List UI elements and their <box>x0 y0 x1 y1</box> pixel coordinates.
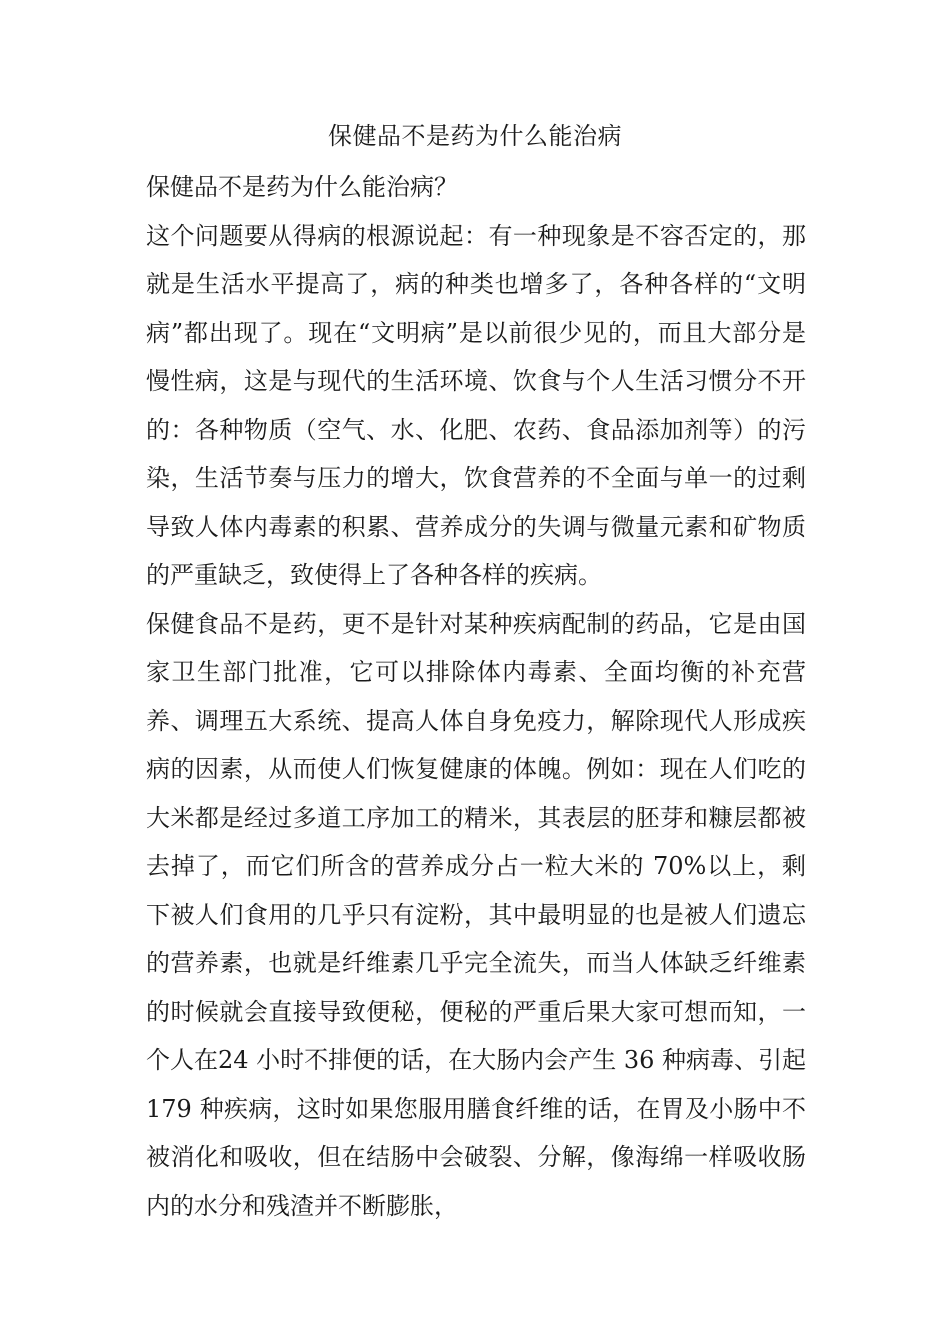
paragraph-question: 保健品不是药为什么能治病？ <box>146 173 458 201</box>
document-title: 保健品不是药为什么能治病 <box>328 122 622 150</box>
document-body <box>146 163 806 1230</box>
paragraph-cause: 这个问题要从得病的根源说起：有一种现象是不容否定的，那就是生活水平提高了，病的种类也增多了，各种各样的“文明病”都出现了。现在“文明病”是以前很少见的，而且大部分是慢性病，这是与现代的生活环境、饮食与个人生活习惯分不开的：各种物质（空气、水、化肥、农药、食品添加剂等）的污染，生活节奏与压力的增大，饮食营养的不全面与单一的过剩导致人体内毒素的积累、营养成分的失调与微量元素和矿物质的严重缺乏，致使得上了各种各样的疾病。 <box>146 221 806 589</box>
paragraph-health-food: 保健食品不是药，更不是针对某种疾病配制的药品，它是由国家卫生部门批准，它可以排除体内毒素、全面均衡的补充营养、调理五大系统、提高人体自身免疫力，解除现代人形成疾病的因素，从而使人们恢复健康的体魄。例如：现在人们吃的大米都是经过多道工序加工的精米，其表层的胚芽和糠层都被去掉了，而它们所含的营养成分占一粒大米的 70%以上，剩下被人们食用的几乎只有淀粉，其中最明显的也是被人们遗忘的营养素，也就是纤维素几乎完全流失，而当人体缺乏纤维素的时候就会直接导致便秘，便秘的严重后果大家可想而知，一个人在24 小时不排便的话，在大肠内会产生 36 种病毒、引起 179 种疾病，这时如果您服用膳食纤维的话，在胃及小肠中不被消化和吸收，但在结肠中会破裂、分解，像海绵一样吸收肠内的水分和残渣并不断膨胀， <box>146 609 806 1220</box>
